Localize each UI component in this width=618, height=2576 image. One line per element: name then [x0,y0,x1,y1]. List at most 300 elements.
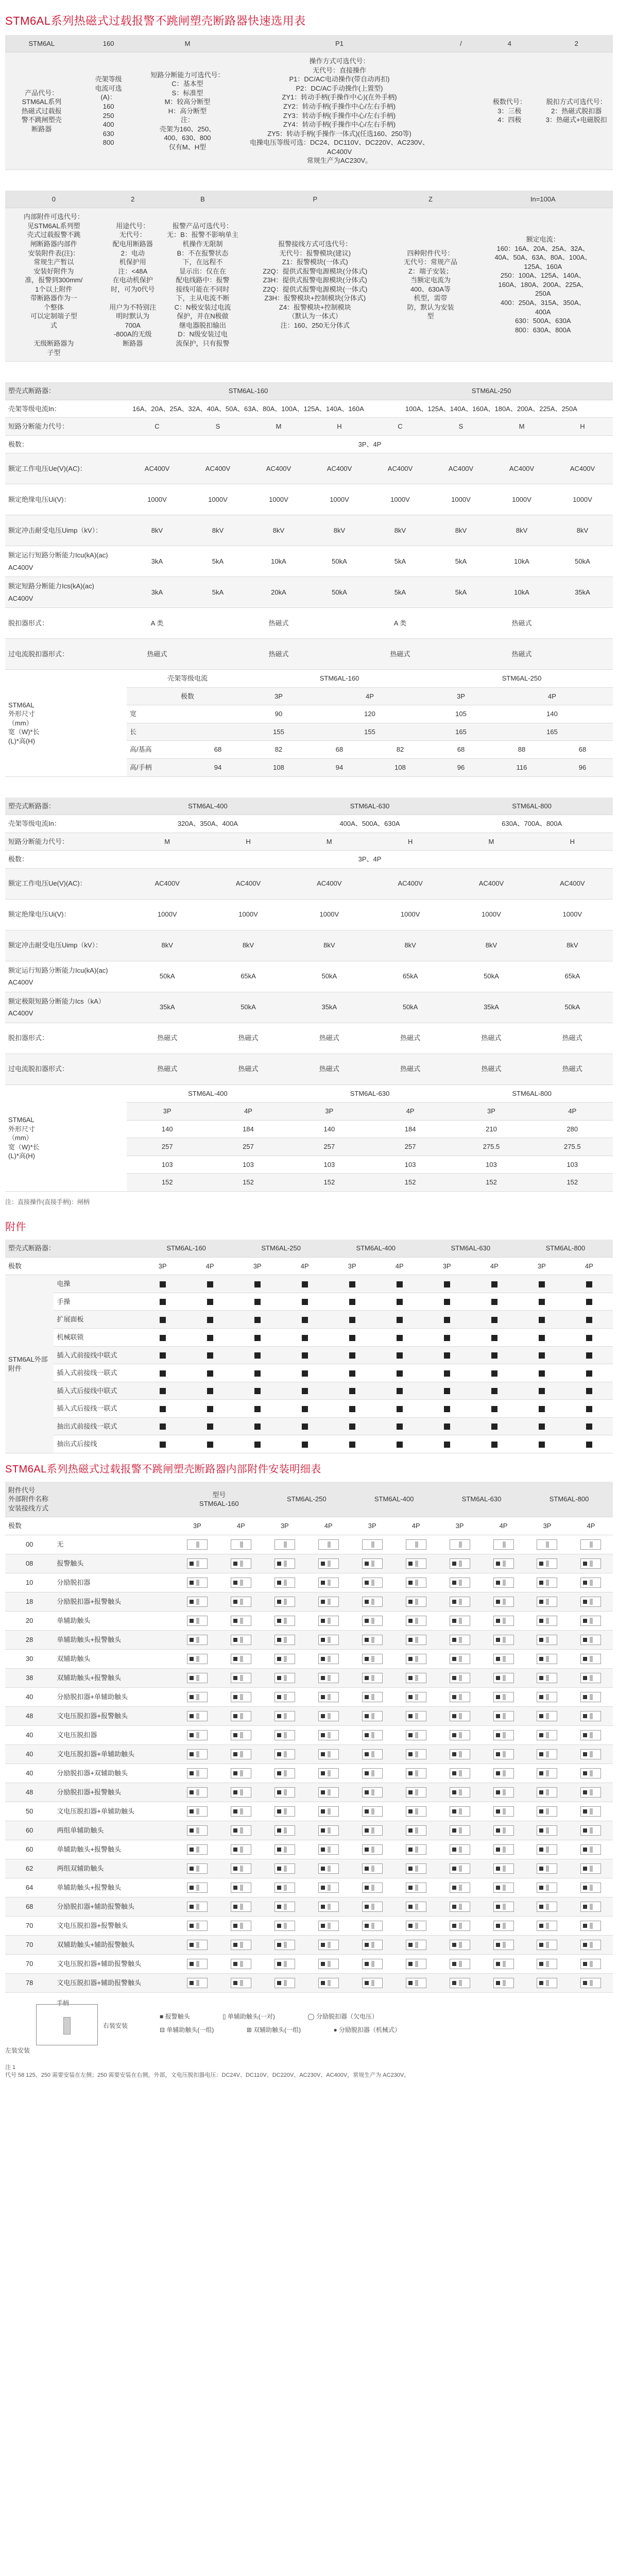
final-note: 注 1 代号 58 125、250 需要安装在左侧；250 需要安装在右侧，外部，文电压脱扣器电压：DC24V、DC110V、DC220V、AC230V、AC400V，常规生产为 AC230V。 [5,2064,410,2078]
install-row [5,1859,613,1878]
install-diagram-cell [394,1687,438,1706]
accessory-code: 48 [5,1706,54,1725]
available-mark-icon [586,1423,592,1430]
install-diagram-cell [525,1954,569,1973]
breaker-mini-icon [580,1978,601,1988]
code-head-row [5,35,613,53]
install-diagram-cell [263,1878,306,1897]
availability-cell [423,1435,471,1453]
install-diagram-cell [394,1821,438,1840]
uimp-value: 8kV [370,930,451,961]
available-mark-icon [444,1442,450,1448]
ics-voltage: AC400V [8,1009,33,1018]
dim-frame-label: 壳架等级电流 [127,670,248,688]
availability-cell [565,1417,613,1435]
install-title: STM6AL系列热磁式过载报警不跳闸塑壳断路器内部附件安装明细表 [5,1463,321,1475]
pole-label: 3P [350,1517,394,1535]
breaker-mini-icon [187,1768,208,1778]
breaker-mini-icon [362,1825,383,1836]
availability-cell [234,1382,281,1400]
install-diagram-cell [482,1897,525,1916]
available-mark-icon [444,1423,450,1430]
breaker-mini-icon [580,1940,601,1950]
accessory-row [5,1311,613,1329]
icu-value: 5kA [370,546,431,577]
accessory-name: 单辅助触头+报警触头 [54,1630,175,1649]
breaker-mini-icon [231,1940,251,1950]
install-diagram-cell [438,1802,482,1821]
install-diagram-cell [350,1783,394,1802]
breaker-mini-icon [537,1883,557,1893]
availability-cell [234,1400,281,1418]
accessory-code: 70 [5,1916,54,1935]
install-row [5,1744,613,1764]
breaker-mini-icon [187,1825,208,1836]
pole-label: 3P [329,1257,376,1275]
install-diagram-cell [350,1897,394,1916]
breaking-code: H [370,833,451,851]
code-head-cell: 0 [5,191,102,208]
available-mark-icon [254,1442,261,1448]
breaker-mini-icon [274,1883,295,1893]
install-diagram-cell [482,1535,525,1554]
install-diagram-cell [394,1802,438,1821]
availability-cell [471,1417,518,1435]
install-diagram-cell [219,1840,263,1859]
ics-voltage: AC400V [8,594,33,602]
accessory-name: 两组双辅助触头 [54,1859,175,1878]
install-diagram-cell [263,1744,306,1764]
accessory-name: 文电压脱扣器+单辅助触头 [54,1744,175,1764]
breaker-mini-icon [231,1806,251,1817]
row-label: 额定工作电压Ue(V)(AC)： [5,453,127,484]
code-head-cell: 2 [540,35,613,53]
install-diagram-cell [525,1725,569,1744]
legend-handle-label: 手柄 [57,1999,70,2007]
uimp-value: 8kV [127,930,208,961]
pole-label: 3P [518,1257,565,1275]
icu-label: 额定运行短路分断能力Icu(kA)(ac) [8,551,108,560]
install-diagram-cell [263,1630,306,1649]
install-diagram-cell [175,1687,219,1706]
install-diagram-cell [394,1725,438,1744]
available-mark-icon [444,1317,450,1323]
availability-cell [423,1364,471,1382]
breaker-mini-icon [231,1787,251,1798]
accessory-name: 抽出式后接线 [54,1435,139,1453]
breaker-mini-icon [231,1635,251,1645]
accessory-name: 分励脱扣器+辅助报警触头 [54,1897,175,1916]
install-diagram-cell [569,1611,613,1630]
row-label: 额定冲击耐受电压Uimp（kV）： [5,930,127,961]
available-mark-icon [349,1281,355,1287]
install-diagram-cell [263,1859,306,1878]
dim-length: 165 [491,723,613,741]
availability-cell [518,1364,565,1382]
available-mark-icon [539,1370,545,1377]
model-name: STM6AL-250 [370,382,613,400]
install-row [5,1725,613,1744]
install-diagram-cell [525,1573,569,1592]
availability-cell [234,1435,281,1453]
ics-value: 3kA [127,577,187,608]
breaker-mini-icon [187,1902,208,1912]
install-row [5,1878,613,1897]
row-label: 额定工作电压Ue(V)(AC)： [5,868,127,899]
overload-type: 热磁式 [208,1054,288,1084]
available-mark-icon [302,1281,308,1287]
icu-voltage: AC400V [8,978,33,987]
breaker-mini-icon [406,1635,426,1645]
availability-cell [518,1311,565,1329]
uimp-value: 8kV [552,515,613,546]
uimp-value: 8kV [248,515,309,546]
availability-cell [471,1275,518,1293]
install-diagram-cell [394,1535,438,1554]
icu-value: 65kA [370,961,451,992]
install-diagram-cell [482,1611,525,1630]
available-mark-icon [491,1406,497,1412]
availability-cell [376,1435,423,1453]
dim-height: 68 [552,741,613,759]
breaker-mini-icon [187,1940,208,1950]
accessory-code: 10 [5,1573,54,1592]
install-row [5,1802,613,1821]
dim-length: 257 [370,1138,451,1156]
breaker-mini-icon [406,1768,426,1778]
trip-type: 热磁式 [127,1023,208,1054]
dim-pole: 3P [451,1103,531,1121]
available-mark-icon [539,1388,545,1394]
dim-pole: 4P [208,1103,288,1121]
breaker-mini-icon [274,1863,295,1874]
accessory-name: 报警触头 [54,1554,175,1573]
install-diagram-cell [525,1935,569,1954]
availability-cell [518,1417,565,1435]
install-diagram-cell [219,1973,263,1992]
availability-cell [329,1311,376,1329]
breaker-mini-icon [406,1844,426,1855]
breaker-mini-icon [274,1844,295,1855]
install-diagram-cell [438,1897,482,1916]
code-head-cell: P [242,191,388,208]
breaker-mini-icon [450,1787,470,1798]
breaker-mini-icon [450,1959,470,1969]
dim-height: 103 [208,1156,288,1174]
breaker-mini-icon [537,1597,557,1607]
install-diagram-cell [175,1668,219,1687]
row-label: 短路分断能力代号： [5,418,127,436]
install-diagram-cell [394,1554,438,1573]
dim-height2: 152 [451,1174,531,1192]
availability-cell [376,1311,423,1329]
install-diagram-cell [350,1554,394,1573]
availability-cell [186,1346,234,1364]
install-diagram-cell [569,1687,613,1706]
available-mark-icon [254,1299,261,1305]
row-label: 极数 [5,1517,175,1535]
availability-cell [423,1328,471,1346]
breaker-mini-icon [450,1654,470,1664]
available-mark-icon [302,1317,308,1323]
breaker-mini-icon [450,1692,470,1702]
install-diagram-cell [438,1535,482,1554]
breaker-mini-icon [406,1940,426,1950]
available-mark-icon [491,1317,497,1323]
overload-type: 热磁式 [451,1054,531,1084]
available-mark-icon [302,1299,308,1305]
install-diagram-cell [569,1744,613,1764]
breaker-mini-icon [580,1806,601,1817]
availability-cell [281,1417,329,1435]
ics-value: 50kA [309,577,370,608]
breaker-mini-icon [537,1711,557,1721]
available-mark-icon [539,1281,545,1287]
breaking-code: H [309,418,370,436]
accessory-side-label: STM6AL外部附件 [5,1275,54,1453]
install-diagram-cell [394,1916,438,1935]
install-diagram-cell [482,1668,525,1687]
row-label [5,961,127,992]
install-row [5,1916,613,1935]
available-mark-icon [539,1299,545,1305]
rated-current-list: 320A、350A、400A [127,815,289,833]
install-diagram-cell [438,1764,482,1783]
accessory-code: 78 [5,1973,54,1992]
breaker-mini-icon [537,1844,557,1855]
install-diagram-cell [175,1744,219,1764]
breaker-mini-icon [580,1921,601,1931]
accessory-name: 文电压脱扣器+报警触头 [54,1916,175,1935]
breaker-mini-icon [318,1673,339,1683]
install-diagram-cell [569,1725,613,1744]
dim-height2: 96 [552,759,613,777]
breaker-mini-icon [362,1558,383,1569]
poles-value: 3P、4P [127,435,613,453]
ics-label: 额定极限短路分断能力Ics（kA） [8,997,105,1005]
accessory-row [5,1364,613,1382]
ics-value: 5kA [431,577,491,608]
install-diagram-cell [219,1916,263,1935]
breaker-mini-icon [406,1806,426,1817]
install-diagram-cell [482,1554,525,1573]
uimp-value: 8kV [532,930,613,961]
code-head-cell: 4 [479,35,540,53]
breaker-mini-icon [493,1711,514,1721]
model-name: STM6AL-800 [451,798,613,815]
breaker-mini-icon [187,1635,208,1645]
row-label: 额定绝缘电压Ui(V)： [5,899,127,930]
code-desc-cell: 四种附件代号： 无代号：常规产品 Z：端子安装； 当额定电流为 400、630A等 机型，需带 防，默认为安装 型 [388,208,473,362]
accessory-name: 两组单辅助触头 [54,1821,175,1840]
breaker-mini-icon [187,1692,208,1702]
install-diagram-cell [438,1706,482,1725]
code-head-cell: P1 [236,35,442,53]
breaker-mini-icon [231,1616,251,1626]
breaker-mini-icon [493,1940,514,1950]
available-mark-icon [397,1299,403,1305]
breaker-mini-icon [493,1902,514,1912]
available-mark-icon [444,1352,450,1359]
install-diagram-cell [394,1878,438,1897]
breaker-mini-icon [318,1711,339,1721]
breaker-mini-icon [274,1730,295,1740]
dimension-label: STM6AL 外形尺寸 （mm） 宽（W)*长 (L)*高(H) [5,670,127,776]
breaker-mini-icon [318,1539,339,1550]
availability-cell [565,1346,613,1364]
install-diagram-cell [482,1706,525,1725]
dim-pole: 4P [491,687,613,705]
breaker-mini-icon [274,1787,295,1798]
legend-double-aux-group: ⊞ 双辅助触头(一组) [246,2026,301,2034]
breaker-mini-icon [187,1578,208,1588]
breaker-mini-icon [493,1597,514,1607]
dim-width: 140 [289,1120,370,1138]
availability-cell [186,1364,234,1382]
model-code-table-2 [5,191,613,362]
breaker-mini-icon [187,1654,208,1664]
ui-value: 1000V [431,484,491,515]
install-diagram-cell [350,1802,394,1821]
availability-cell [139,1364,186,1382]
availability-cell [471,1346,518,1364]
selection-table-title: STM6AL系列热磁式过载报警不跳闸塑壳断路器快速选用表 [5,14,306,27]
available-mark-icon [586,1281,592,1287]
install-diagram-cell [350,1764,394,1783]
dim-model: STM6AL-250 [431,670,613,688]
breaker-mini-icon [537,1635,557,1645]
install-diagram-cell [438,1630,482,1649]
breaker-mini-icon [406,1654,426,1664]
breaker-mini-icon [450,1825,470,1836]
breaker-mini-icon [318,1921,339,1931]
breaker-mini-icon [187,1597,208,1607]
install-diagram-cell [350,1954,394,1973]
pole-label: 4P [376,1257,423,1275]
icu-value: 50kA [289,961,370,992]
breaker-mini-icon [493,1749,514,1759]
install-diagram-cell [263,1706,306,1725]
spec-table-160-250 [5,382,613,776]
pole-label: 3P [263,1517,306,1535]
ui-value: 1000V [451,899,531,930]
install-diagram-cell [350,1821,394,1840]
install-row [5,1649,613,1668]
breaker-mini-icon [406,1921,426,1931]
availability-cell [281,1364,329,1382]
accessory-code: 00 [5,1535,54,1554]
available-mark-icon [539,1423,545,1430]
install-diagram-cell [525,1687,569,1706]
breaker-mini-icon [362,1635,383,1645]
install-row [5,1764,613,1783]
breaker-mini-icon [580,1597,601,1607]
availability-cell [139,1293,186,1311]
install-diagram-cell [306,1725,350,1744]
install-diagram-cell [306,1897,350,1916]
available-mark-icon [539,1442,545,1448]
install-diagram-cell [219,1897,263,1916]
install-diagram-cell [175,1954,219,1973]
breaker-mini-icon [580,1883,601,1893]
spec-footnote: 注：直接操作(直接手柄)：闸柄 [5,1198,90,1206]
uimp-value: 8kV [289,930,370,961]
code-head-cell: 2 [102,191,163,208]
install-diagram-cell [175,1802,219,1821]
breaker-mini-icon [493,1730,514,1740]
install-diagram-cell [525,1744,569,1764]
install-diagram-cell [482,1744,525,1764]
legend-shunt-under: ◯ 分励脱扣器（欠电压） [307,2012,378,2020]
breaker-mini-icon [450,1673,470,1683]
model-name: STM6AL-800 [525,1482,613,1517]
available-mark-icon [539,1335,545,1341]
available-mark-icon [491,1299,497,1305]
ue-value: AC400V [370,453,431,484]
install-diagram-cell [569,1592,613,1611]
available-mark-icon [160,1299,166,1305]
icu-value: 50kA [127,961,208,992]
breaker-mini-icon [274,1635,295,1645]
icu-value: 50kA [552,546,613,577]
breaking-code: S [187,418,248,436]
available-mark-icon [349,1388,355,1394]
install-diagram-cell [175,1764,219,1783]
accessory-name: 分励脱扣器+单辅助触头 [54,1687,175,1706]
breaker-mini-icon [362,1673,383,1683]
available-mark-icon [397,1317,403,1323]
breaker-mini-icon [231,1883,251,1893]
breaker-mini-icon [450,1844,470,1855]
icu-voltage: AC400V [8,563,33,571]
breaker-mini-icon [318,1787,339,1798]
model-name: STM6AL-800 [518,1240,613,1257]
accessory-code: 70 [5,1935,54,1954]
install-diagram-cell [438,1783,482,1802]
spec-table-400-800 [5,798,613,1192]
breaker-mini-icon [537,1692,557,1702]
breaking-code: C [370,418,431,436]
install-diagram-cell [219,1668,263,1687]
accessory-name: 插入式后接线中联式 [54,1382,139,1400]
breaker-mini-icon [231,1730,251,1740]
breaker-mini-icon [450,1921,470,1931]
breaker-mini-icon [318,1959,339,1969]
breaker-mini-icon [580,1902,601,1912]
availability-cell [565,1275,613,1293]
availability-cell [565,1293,613,1311]
dim-height2: 108 [370,759,431,777]
available-mark-icon [349,1317,355,1323]
breaker-mini-icon [274,1711,295,1721]
breaker-mini-icon [537,1921,557,1931]
breaker-mini-icon [274,1768,295,1778]
breaker-mini-icon [580,1578,601,1588]
install-diagram-cell [263,1897,306,1916]
available-mark-icon [397,1281,403,1287]
available-mark-icon [397,1335,403,1341]
code-head-row [5,191,613,208]
breaker-mini-icon [537,1616,557,1626]
code-head-cell: STM6AL [5,35,78,53]
row-label: 极数 [5,1257,139,1275]
accessory-code: 08 [5,1554,54,1573]
code-desc-cell: 短路分断能力可选代号： C：基本型 S：标准型 M：较高分断型 H：高分断型 注： 壳架为160、250、 400、630、800 仅有M、H型 [139,53,236,170]
available-mark-icon [444,1406,450,1412]
accessory-code: 40 [5,1725,54,1744]
breaker-mini-icon [537,1558,557,1569]
install-diagram-cell [525,1592,569,1611]
